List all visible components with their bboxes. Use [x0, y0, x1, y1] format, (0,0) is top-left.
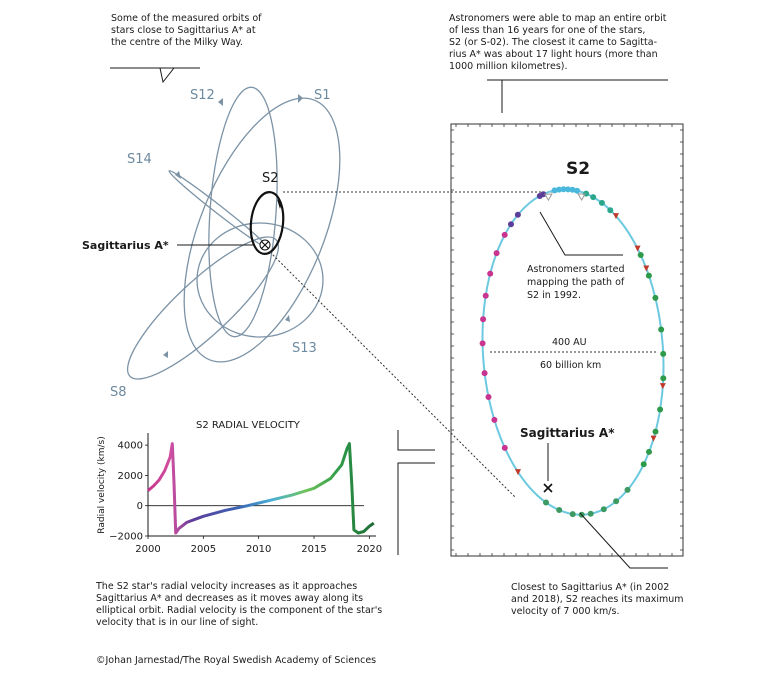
x-tick-label: 2005	[190, 544, 217, 555]
width-au-label: 400 AU	[552, 337, 587, 348]
observation-dot	[574, 188, 580, 194]
observation-dot	[652, 295, 658, 301]
observation-dot	[570, 511, 576, 517]
arrow-icon	[163, 351, 168, 358]
panel-sagittarius-a-label: Sagittarius A*	[520, 426, 615, 440]
observation-dot	[646, 449, 652, 455]
observation-dot	[660, 375, 666, 381]
observation-marker	[651, 436, 657, 442]
caption-top-right	[449, 13, 667, 72]
orbit-s12	[201, 85, 284, 339]
observation-marker	[660, 383, 666, 389]
observation-dot	[646, 273, 652, 279]
observation-dot	[487, 271, 493, 277]
caption-line: velocity of 7 000 km/s.	[511, 606, 620, 617]
callout-pointer	[540, 212, 623, 255]
observation-dot	[483, 293, 489, 299]
label-s2: S2	[262, 171, 279, 186]
observation-dot	[660, 351, 666, 357]
label-s1: S1	[314, 88, 331, 103]
label-sagittarius-a: Sagittarius A*	[82, 239, 169, 252]
observation-dot	[653, 429, 659, 435]
observation-dot	[491, 417, 497, 423]
y-tick-label: 2000	[117, 470, 143, 482]
caption-line: the centre of the Milky Way.	[111, 37, 243, 48]
observation-dot	[480, 316, 486, 322]
chart-ylabel: Radial velocity (km/s)	[97, 436, 107, 534]
observation-marker	[643, 266, 649, 272]
panel-title: S2	[566, 159, 591, 179]
caption-line: Some of the measured orbits of	[111, 13, 262, 24]
caption-bottom-right	[511, 582, 684, 617]
zoom-connector	[270, 252, 515, 497]
observation-dot	[508, 221, 514, 227]
caption-line: Closest to Sagittarius A* (in 2002	[511, 582, 670, 593]
observation-dot	[482, 370, 488, 376]
observation-dot	[502, 232, 508, 238]
observation-marker	[578, 194, 585, 200]
panel-note-line: Astronomers started	[527, 264, 625, 275]
observation-dot	[590, 194, 596, 200]
x-tick-label: 2000	[135, 544, 161, 555]
label-s13: S13	[292, 341, 317, 356]
observation-dot	[480, 340, 486, 346]
black-hole-icon	[260, 240, 270, 250]
callout-pointer	[110, 68, 200, 82]
width-km-label: 60 billion km	[540, 360, 602, 371]
caption-line: rius A* was about 17 light hours (more than	[449, 49, 658, 60]
observation-dot	[601, 506, 607, 512]
observation-dot	[556, 507, 562, 513]
callout-pointer	[487, 80, 668, 113]
credit: ©Johan Jarnestad/The Royal Swedish Academy of Sciences	[96, 655, 377, 666]
s2-panel	[451, 124, 683, 568]
caption-line: of less than 16 years for one of the stars,	[449, 25, 646, 36]
caption-line: The S2 star's radial velocity increases as it approaches	[96, 581, 358, 592]
observation-dot	[599, 200, 605, 206]
x-tick-label: 2020	[356, 544, 383, 555]
observation-dot	[502, 445, 508, 451]
arrow-icon	[218, 98, 223, 106]
observation-dot	[641, 461, 647, 467]
caption-top-left	[111, 13, 262, 48]
panel-note-line: mapping the path of	[527, 277, 625, 288]
observation-dot	[486, 394, 492, 400]
black-hole-icon	[544, 484, 552, 492]
y-tick-label: 4000	[117, 440, 143, 452]
radial-velocity-chart	[97, 420, 382, 555]
label-s8: S8	[110, 385, 127, 400]
caption-line: Astronomers were able to map an entire orbit	[449, 13, 667, 24]
observation-dot	[607, 207, 613, 213]
caption-line: and 2018), S2 reaches its maximum	[511, 594, 684, 605]
x-tick-label: 2010	[245, 544, 272, 555]
observation-dot	[638, 252, 644, 258]
observation-dot	[625, 487, 631, 493]
observation-dot	[543, 500, 549, 506]
x-tick-label: 2015	[301, 544, 327, 555]
observation-dot	[494, 250, 500, 256]
callout-pointer	[580, 513, 668, 568]
label-s12: S12	[190, 88, 215, 103]
arrow-icon	[298, 94, 303, 103]
label-s14: S14	[127, 152, 152, 167]
series-line	[148, 444, 374, 533]
caption-line: S2 (or S-02). The closest it came to Sagitta-	[449, 37, 658, 48]
chart-title: S2 RADIAL VELOCITY	[196, 420, 300, 431]
observation-dot	[613, 498, 619, 504]
caption-line: elliptical orbit. Radial velocity is the component of the star's	[96, 605, 383, 616]
caption-line: stars close to Sagittarius A* at	[111, 25, 256, 36]
caption-line: velocity that is in our line of sight.	[96, 617, 259, 628]
observation-marker	[545, 194, 552, 200]
orbits-diagram	[111, 77, 371, 396]
chart-ticks	[109, 441, 382, 555]
caption-line: 1000 million kilometres).	[449, 61, 568, 72]
y-tick-label: 0	[136, 501, 143, 513]
arrow-icon	[175, 171, 181, 179]
observation-dot	[515, 212, 521, 218]
chart-bracket	[398, 430, 435, 555]
panel-note-line: S2 in 1992.	[527, 290, 581, 301]
observation-dot	[657, 407, 663, 413]
caption-line: Sagittarius A* and decreases as it moves away along its	[96, 593, 364, 604]
observation-dot	[588, 511, 594, 517]
observation-dot	[658, 327, 664, 333]
y-tick-label: −2000	[109, 531, 143, 543]
orbit-s13	[197, 223, 323, 337]
caption-bottom-left	[95, 581, 382, 628]
